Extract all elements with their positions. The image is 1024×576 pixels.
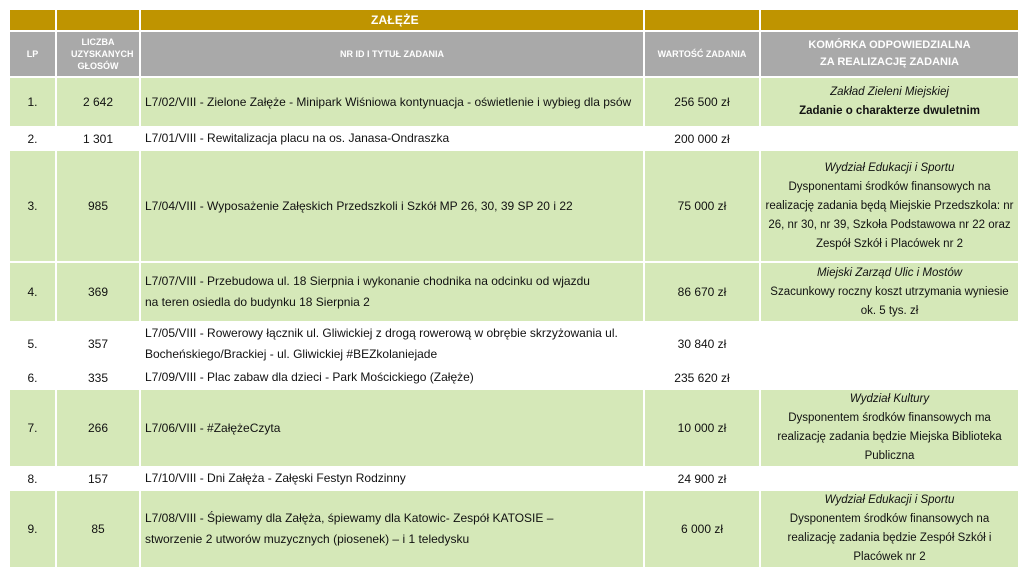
row-responsible — [760, 366, 1019, 389]
row-title: L7/10/VIII - Dni Załęża - Załęski Festyn Rodzinny — [140, 467, 644, 490]
row-lp: 4. — [9, 262, 56, 322]
row-lp: 8. — [9, 467, 56, 490]
row-votes: 357 — [56, 322, 140, 366]
table-row — [9, 366, 1019, 389]
responsible-note: Szacunkowy roczny koszt utrzymania wyniesie ok. 5 tys. zł — [770, 285, 1009, 317]
row-responsible — [760, 77, 1019, 127]
results-sheet — [8, 8, 1018, 569]
row-responsible — [760, 467, 1019, 490]
col-header-value: WARTOŚĆ ZADANIA — [644, 31, 760, 77]
responsible-unit: Zakład Zieleni Miejskiej — [830, 86, 949, 98]
responsible-note: Zadanie o charakterze dwuletnim — [799, 105, 980, 117]
table-row — [9, 127, 1019, 150]
col-header-votes: LICZBA UZYSKANYCH GŁOSÓW — [56, 31, 140, 77]
responsible-unit: Wydział Kultury — [849, 393, 930, 405]
row-title: L7/07/VIII - Przebudowa ul. 18 Sierpnia i wykonanie chodnika na odcinku od wjazdu na teren osiedla do budynku 18 Sierpnia 2 — [140, 262, 644, 322]
row-title: L7/09/VIII - Plac zabaw dla dzieci - Park Mościckiego (Załęże) — [140, 366, 644, 389]
row-value: 86 670 zł — [644, 262, 760, 322]
row-value: 75 000 zł — [644, 150, 760, 262]
row-value: 235 620 zł — [644, 366, 760, 389]
row-title: L7/08/VIII - Śpiewamy dla Załęża, śpiewamy dla Katowic- Zespół KATOSIE – stworzenie 2 utworów muzycznych (piosenek) – i 1 teledysku — [140, 490, 644, 568]
row-lp: 3. — [9, 150, 56, 262]
row-title: L7/04/VIII - Wyposażenie Załęskich Przedszkoli i Szkół MP 26, 30, 39 SP 20 i 22 — [140, 150, 644, 262]
col-header-lp: LP — [9, 31, 56, 77]
table-row — [9, 77, 1019, 127]
table-row — [9, 262, 1019, 322]
district-header-row — [9, 9, 1019, 31]
row-value: 200 000 zł — [644, 127, 760, 150]
table-row — [9, 490, 1019, 568]
district-title: ZAŁĘŻE — [140, 9, 644, 31]
row-value: 6 000 zł — [644, 490, 760, 568]
row-title: L7/01/VIII - Rewitalizacja placu na os. Janasa-Ondraszka — [140, 127, 644, 150]
results-table — [8, 8, 1020, 569]
row-lp: 6. — [9, 366, 56, 389]
row-votes: 335 — [56, 366, 140, 389]
row-lp: 7. — [9, 389, 56, 467]
row-title: L7/06/VIII - #ZałężeCzyta — [140, 389, 644, 467]
responsible-note: Dysponentem środków finansowych na realizację zadania będzie Zespół Szkół i Placówek nr 2 — [787, 513, 992, 563]
blank-cell — [760, 9, 1019, 31]
responsible-header-line1: KOMÓRKA ODPOWIEDZIALNA — [808, 39, 971, 51]
row-votes: 2 642 — [56, 77, 140, 127]
column-header-row — [9, 31, 1019, 77]
table-row — [9, 467, 1019, 490]
col-header-title: NR ID I TYTUŁ ZADANIA — [140, 31, 644, 77]
row-lp: 9. — [9, 490, 56, 568]
row-responsible — [760, 490, 1019, 568]
row-value: 30 840 zł — [644, 322, 760, 366]
row-responsible — [760, 322, 1019, 366]
row-lp: 5. — [9, 322, 56, 366]
row-responsible — [760, 389, 1019, 467]
row-lp: 2. — [9, 127, 56, 150]
col-header-responsible — [760, 31, 1019, 77]
row-votes: 266 — [56, 389, 140, 467]
row-responsible — [760, 150, 1019, 262]
responsible-unit: Wydział Edukacji i Sportu — [824, 494, 955, 506]
responsible-unit: Miejski Zarząd Ulic i Mostów — [816, 266, 963, 279]
responsible-unit: Wydział Edukacji i Sportu — [824, 161, 955, 174]
row-title: L7/02/VIII - Zielone Załęże - Minipark Wiśniowa kontynuacja - oświetlenie i wybieg dla psów — [140, 77, 644, 127]
row-votes: 985 — [56, 150, 140, 262]
blank-cell — [644, 9, 760, 31]
responsible-note: Dysponentami środków finansowych na realizację zadania będą Miejskie Przedszkola: nr 26, nr 30, nr 39, Szkoła Podstawowa nr 22 oraz Zespół Szkół i Placówek nr 2 — [765, 180, 1014, 250]
table-row — [9, 322, 1019, 366]
row-responsible — [760, 262, 1019, 322]
blank-cell — [9, 9, 56, 31]
row-title: L7/05/VIII - Rowerowy łącznik ul. Gliwickiej z drogą rowerową w obrębie skrzyżowania ul. Bocheńskiego/Brackiej - ul. Gliwickiej #BEZkolaniejade — [140, 322, 644, 366]
row-value: 24 900 zł — [644, 467, 760, 490]
responsible-note: Dysponentem środków finansowych ma realizację zadania będzie Miejska Biblioteka Publiczna — [777, 412, 1002, 462]
row-value: 256 500 zł — [644, 77, 760, 127]
blank-cell — [56, 9, 140, 31]
row-responsible — [760, 127, 1019, 150]
row-votes: 369 — [56, 262, 140, 322]
row-votes: 157 — [56, 467, 140, 490]
row-lp: 1. — [9, 77, 56, 127]
responsible-header-line2: ZA REALIZACJĘ ZADANIA — [820, 56, 959, 68]
table-row — [9, 150, 1019, 262]
row-votes: 85 — [56, 490, 140, 568]
table-row — [9, 389, 1019, 467]
row-value: 10 000 zł — [644, 389, 760, 467]
row-votes: 1 301 — [56, 127, 140, 150]
